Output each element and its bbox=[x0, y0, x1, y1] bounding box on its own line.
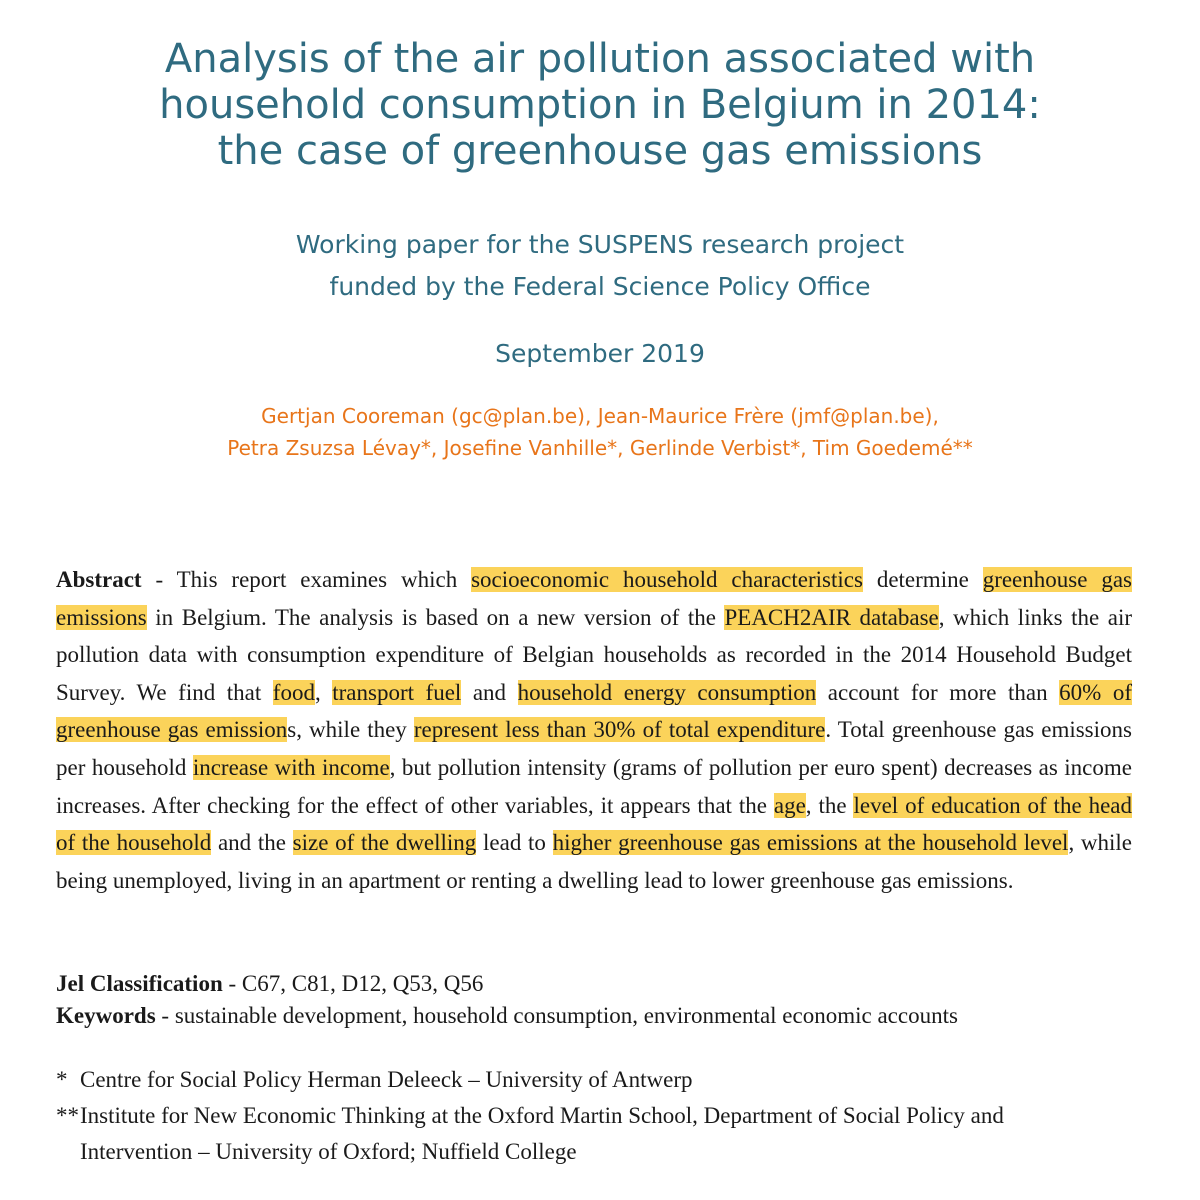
keywords bbox=[56, 1000, 1156, 1032]
title-line-3: the case of greenhouse gas emissions bbox=[217, 128, 983, 174]
highlighted-phrase: level of education of the head of the household bbox=[56, 792, 1132, 856]
abstract-text: , bbox=[314, 679, 333, 705]
abstract-text: , but pollution intensity (grams of pollution per euro spent) decreases as income increases. After checking for the effect of other variables, it appears that the bbox=[56, 754, 1132, 818]
abstract-text: account for more than bbox=[816, 679, 1060, 705]
footnote-1-mark: * bbox=[56, 1067, 68, 1092]
abstract-text: . Total greenhouse gas emissions per household bbox=[56, 717, 1132, 780]
abstract-text: in Belgium. The analysis is based on a new version of the bbox=[146, 604, 725, 630]
highlighted-phrase: household energy consumption bbox=[517, 679, 817, 705]
footnote-1 bbox=[56, 1062, 1156, 1098]
classification-block bbox=[56, 968, 1156, 1032]
authors-line-1: Gertjan Cooreman (gc@plan.be), Jean-Maurice Frère (jmf@plan.be), bbox=[261, 404, 939, 428]
highlighted-phrase: transport fuel bbox=[332, 679, 462, 705]
jel-value: - C67, C81, D12, Q53, Q56 bbox=[222, 971, 484, 996]
highlighted-phrase: higher greenhouse gas emissions at the household level bbox=[552, 830, 1069, 856]
keywords-label: Keywords bbox=[56, 1003, 156, 1028]
highlighted-phrase: represent less than 30% of total expenditure bbox=[413, 717, 826, 743]
highlighted-phrase: PEACH2AIR database bbox=[724, 604, 939, 630]
author-list bbox=[40, 400, 1160, 464]
keywords-value: - sustainable development, household consumption, environmental economic accounts bbox=[155, 1003, 958, 1028]
jel-label: Jel Classification bbox=[56, 971, 223, 996]
footnote-2-text: Institute for New Economic Thinking at the Oxford Martin School, Department of Social Policy and bbox=[80, 1103, 1004, 1128]
abstract-text: , which links the air pollution data with consumption expenditure of Belgian households as recorded in the 2014 Household Budget Survey. We find that bbox=[56, 604, 1133, 705]
abstract-text: s, while they bbox=[287, 717, 414, 743]
abstract-paragraph bbox=[56, 561, 1132, 899]
abstract-label: Abstract bbox=[56, 567, 142, 592]
highlighted-phrase: 60% of greenhouse gas emission bbox=[56, 679, 1132, 743]
abstract-text: , while being unemployed, living in an apartment or renting a dwelling lead to lower greenhouse gas emissions. bbox=[56, 830, 1132, 893]
authors-line-2: Petra Zsuzsa Lévay*, Josefine Vanhille*, Gerlinde Verbist*, Tim Goedemé** bbox=[227, 436, 973, 460]
subtitle-line-2: funded by the Federal Science Policy Office bbox=[329, 272, 871, 301]
footnotes bbox=[56, 1062, 1156, 1170]
abstract-text: determine bbox=[862, 567, 983, 592]
publication-date: September 2019 bbox=[495, 339, 705, 368]
subtitle-line-1: Working paper for the SUSPENS research project bbox=[295, 230, 905, 259]
jel-classification bbox=[56, 968, 1156, 1000]
abstract-text: - This report examines which bbox=[141, 567, 472, 592]
footnote-1-text: Centre for Social Policy Herman Deleeck – University of Antwerp bbox=[80, 1067, 693, 1092]
abstract-text: and bbox=[461, 679, 518, 705]
abstract-text: lead to bbox=[476, 830, 553, 856]
paper-subtitle bbox=[40, 224, 1160, 308]
abstract-body bbox=[56, 567, 1132, 893]
abstract-text: , the bbox=[805, 792, 854, 818]
paper-title bbox=[40, 36, 1160, 174]
abstract-text: and the bbox=[211, 830, 293, 856]
highlighted-phrase: socioeconomic household characteristics bbox=[471, 567, 863, 592]
title-line-1: Analysis of the air pollution associated with bbox=[164, 36, 1036, 82]
highlighted-phrase: food bbox=[272, 679, 315, 705]
footnote-2-mark: ** bbox=[56, 1103, 79, 1128]
footnote-2-continuation: Intervention – University of Oxford; Nuffield College bbox=[80, 1139, 577, 1164]
footnote-2 bbox=[56, 1098, 1156, 1134]
highlighted-phrase: greenhouse gas emissions bbox=[56, 567, 1132, 630]
title-line-2: household consumption in Belgium in 2014: bbox=[159, 82, 1041, 128]
highlighted-phrase: size of the dwelling bbox=[292, 830, 477, 856]
highlighted-phrase: age bbox=[773, 792, 806, 818]
highlighted-phrase: increase with income bbox=[192, 754, 390, 780]
